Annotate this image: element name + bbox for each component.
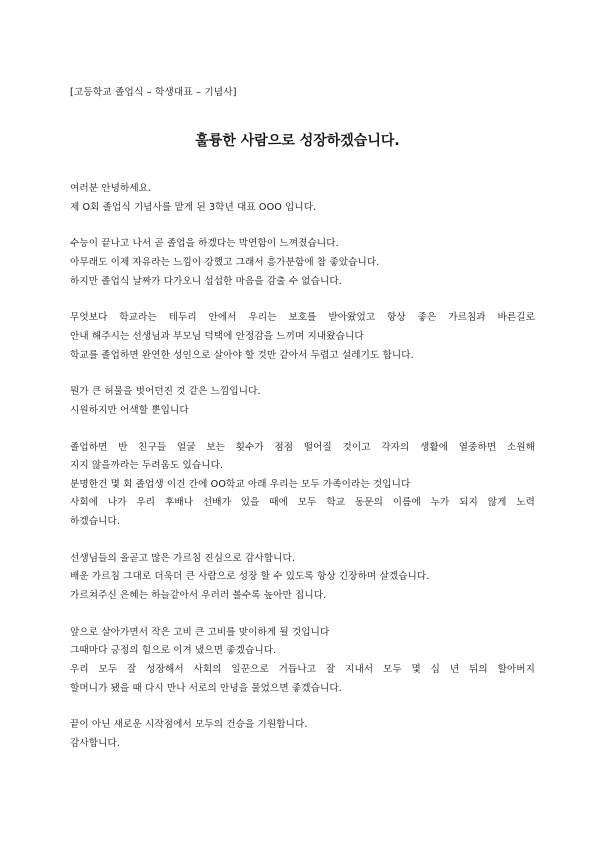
text-line: 우리 모두 잘 성장해서 사회의 일꾼으로 거듭나고 잘 지내서 모두 몇 십 년 뒤의 할아버지: [70, 664, 535, 675]
text-line: 배운 가르침 그대로 더욱더 큰 사람으로 성장 할 수 있도록 항상 긴장하며 살겠습니다.: [70, 571, 430, 583]
text-line: 수능이 끝나고 나서 곧 졸업을 하겠다는 막연함이 느껴졌습니다.: [70, 238, 339, 250]
text-line: 끝이 아닌 새로운 시작점에서 모두의 건승을 기원합니다.: [70, 719, 308, 731]
document-title: 훌륭한 사람으로 성장하겠습니다.: [195, 133, 400, 149]
paragraph-teachers: [70, 550, 535, 606]
text-line: 앞으로 살아가면서 작은 고비 큰 고비를 맞이하게 될 것입니다: [70, 626, 330, 638]
text-line: 사회에 나가 우리 후배나 선배가 있을 때에 모두 학교 동문의 이름에 누가 되지 않게 노력: [70, 497, 535, 509]
text-line: 할머니가 됐을 때 다시 만나 서로의 안녕을 물었으면 좋겠습니다.: [70, 682, 342, 694]
paragraph-feeling: [70, 383, 535, 420]
paragraph-greeting: [70, 180, 535, 217]
text-line: 졸업하면 반 친구들 얼굴 보는 횟수가 점점 떨어질 것이고 각자의 생활에 열중하면 소원해: [70, 441, 535, 453]
text-line: 뭔가 큰 허물을 벗어던진 것 같은 느낌입니다.: [70, 386, 261, 398]
text-line: 학교를 졸업하면 완연한 성인으로 살아야 할 것만 같아서 두렵고 설레기도 합니다.: [70, 349, 414, 361]
paragraph-future: [70, 624, 535, 698]
text-line: 하지만 졸업식 날짜가 다가오니 섭섭한 마음을 감출 수 없습니다.: [70, 275, 342, 287]
paragraph-school-protection: [70, 309, 535, 365]
paragraph-after-exam: [70, 235, 535, 291]
paragraph-closing: [70, 716, 535, 753]
text-line: 그때마다 긍정의 힘으로 이겨 냈으면 좋겠습니다.: [70, 645, 277, 657]
text-line: 분명한건 몇 회 졸업생 이건 간에 OO학교 아래 우리는 모두 가족이라는 것입니다: [70, 478, 411, 490]
text-line: 제 O회 졸업식 기념사를 맡게 된 3학년 대표 OOO 입니다.: [70, 201, 317, 213]
text-line: 안내 해주시는 선생님과 부모님 덕택에 안정감을 느끼며 지내왔습니다: [70, 330, 364, 342]
text-line: 시원하지만 어색할 뿐입니다: [70, 404, 189, 416]
text-line: 여러분 안녕하세요.: [70, 183, 152, 194]
text-line: 아무래도 이제 자유라는 느낌이 강했고 그래서 흥가분함에 참 좋았습니다.: [70, 256, 380, 268]
text-line: 가르쳐주신 은혜는 하늘같아서 우러러 볼수록 높아만 집니다.: [70, 590, 327, 602]
text-line: 무엇보다 학교라는 테두리 안에서 우리는 보호를 받아왔었고 항상 좋은 가르침과 바른길로: [70, 312, 535, 324]
paragraph-friends: [70, 439, 535, 532]
text-line: 선생님들의 올곧고 많은 가르침 진심으로 감사합니다.: [70, 552, 295, 564]
document-header-label: [고등학교 졸업식 – 학생대표 – 기념사]: [70, 87, 237, 98]
text-line: 감사합니다.: [70, 737, 120, 749]
text-line: 하겠습니다.: [70, 516, 120, 528]
text-line: 지지 않을까라는 두려움도 있습니다.: [70, 460, 224, 472]
